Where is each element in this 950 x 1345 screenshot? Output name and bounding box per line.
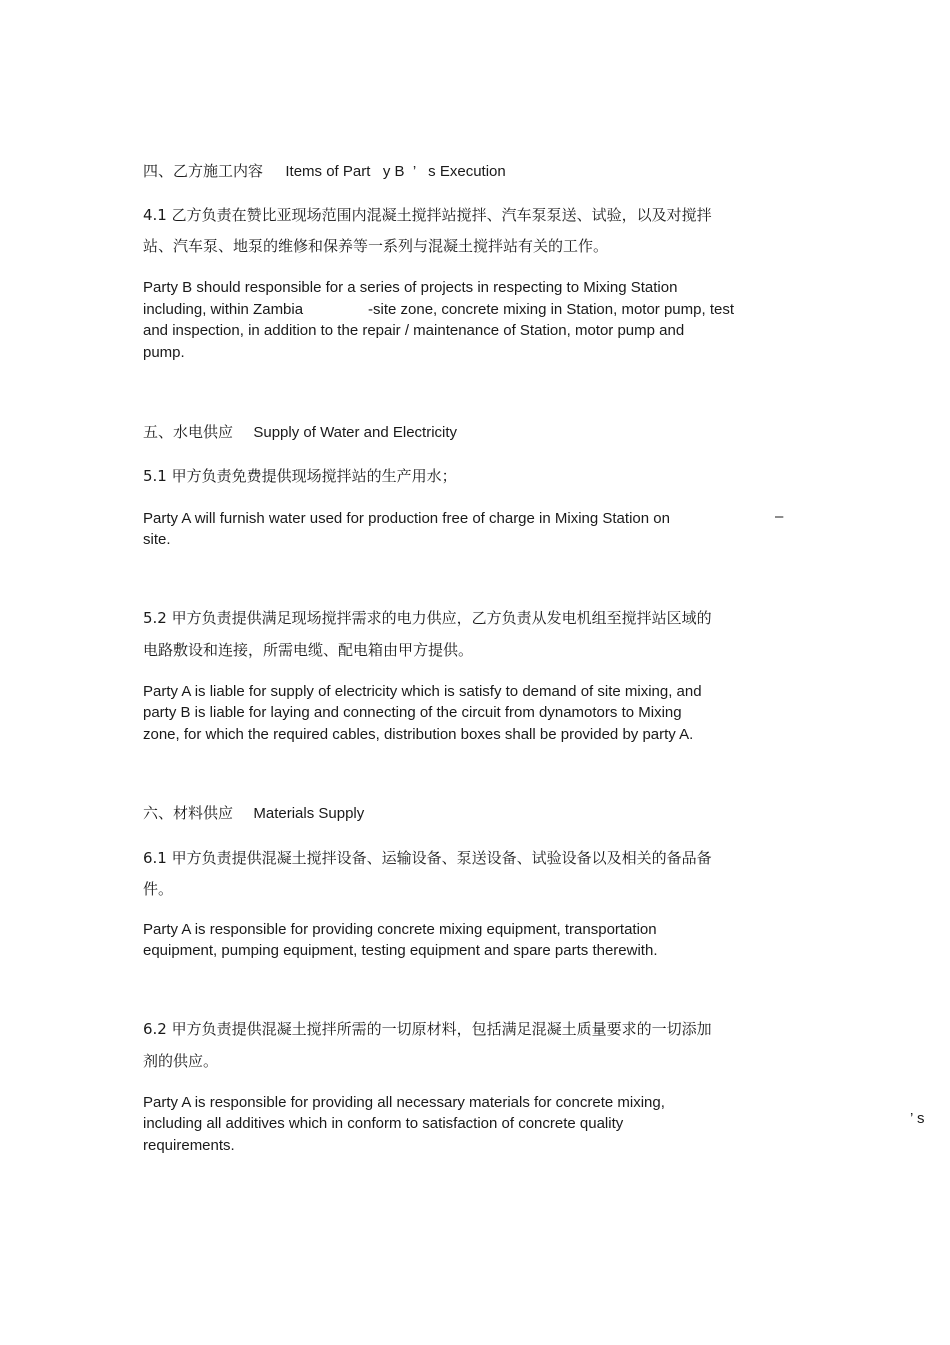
- clause-5-1-en-dash: –: [775, 508, 784, 525]
- clause-6-1-zh-line2: 件。: [143, 880, 174, 898]
- section-4-heading-zh: 四、乙方施工内容: [143, 162, 264, 180]
- clause-5-2-en-line2: party B is liable for laying and connecting of the circuit from dynamotors to Mixing: [143, 704, 682, 721]
- clause-6-2-zh-line1: 6.2 甲方负责提供混凝土搅拌所需的一切原材料，包括满足混凝土质量要求的一切添加: [143, 1020, 712, 1038]
- clause-4-1-zh-line1: 4.1 乙方负责在赞比亚现场范围内混凝土搅拌站搅拌、汽车泵泵送、试验，以及对搅拌: [143, 206, 712, 224]
- clause-4-1-en-line4: pump.: [143, 344, 185, 361]
- section-5-heading: [143, 422, 457, 443]
- clause-5-2-zh-line2: 电路敷设和连接，所需电缆、配电箱由甲方提供。: [143, 641, 474, 659]
- clause-6-1-en-line2: equipment, pumping equipment, testing equipment and spare parts therewith.: [143, 942, 658, 959]
- clause-5-1-zh: 5.1 甲方负责免费提供现场搅拌站的生产用水；: [143, 467, 457, 485]
- clause-6-2-en-line3: requirements.: [143, 1137, 235, 1154]
- clause-5-1-en-line1: Party A will furnish water used for production free of charge in Mixing Station on: [143, 510, 670, 527]
- section-5-heading-zh: 五、水电供应: [143, 423, 234, 441]
- clause-6-1-zh-line1: 6.1 甲方负责提供混凝土搅拌设备、运输设备、泵送设备、试验设备以及相关的备品备: [143, 849, 712, 867]
- clause-6-2-zh-line2: 剂的供应。: [143, 1052, 219, 1070]
- clause-6-1-en-line1: Party A is responsible for providing concrete mixing equipment, transportation: [143, 921, 657, 938]
- clause-4-1-zh-line2: 站、汽车泵、地泵的维修和保养等一系列与混凝土搅拌站有关的工作。: [143, 237, 609, 255]
- clause-6-2-en-line2: including all additives which in conform to satisfaction of concrete quality: [143, 1115, 624, 1132]
- section-6-heading-en: Materials Supply: [253, 805, 365, 822]
- clause-5-2-zh-line1: 5.2 甲方负责提供满足现场搅拌需求的电力供应，乙方负责从发电机组至搅拌站区域的: [143, 609, 712, 627]
- clause-6-2-en-line1: Party A is responsible for providing all necessary materials for concrete mixing,: [143, 1094, 665, 1111]
- clause-5-2-en-line3: zone, for which the required cables, distribution boxes shall be provided by party A.: [143, 726, 694, 743]
- clause-4-1-en-line3: and inspection, in addition to the repair / maintenance of Station, motor pump and: [143, 322, 685, 339]
- section-4-heading-en: Items of Part y B ’ s Execution: [285, 163, 506, 180]
- section-6-heading-zh: 六、材料供应: [143, 804, 234, 822]
- clause-5-2-en-line1: Party A is liable for supply of electricity which is satisfy to demand of site mixing, and: [143, 683, 702, 700]
- clause-6-2-en-apostrophe: ’ s: [910, 1110, 925, 1127]
- section-6-heading: [143, 803, 364, 824]
- section-5-heading-en: Supply of Water and Electricity: [253, 424, 458, 441]
- clause-4-1-en-line2a: including, within Zambia: [143, 301, 304, 318]
- clause-5-1-en-line2: site.: [143, 531, 171, 548]
- section-4-heading: [143, 161, 506, 182]
- clause-4-1-en-line1: Party B should responsible for a series of projects in respecting to Mixing Station: [143, 279, 678, 296]
- clause-4-1-en-line2b: -site zone, concrete mixing in Station, motor pump, test: [368, 301, 734, 318]
